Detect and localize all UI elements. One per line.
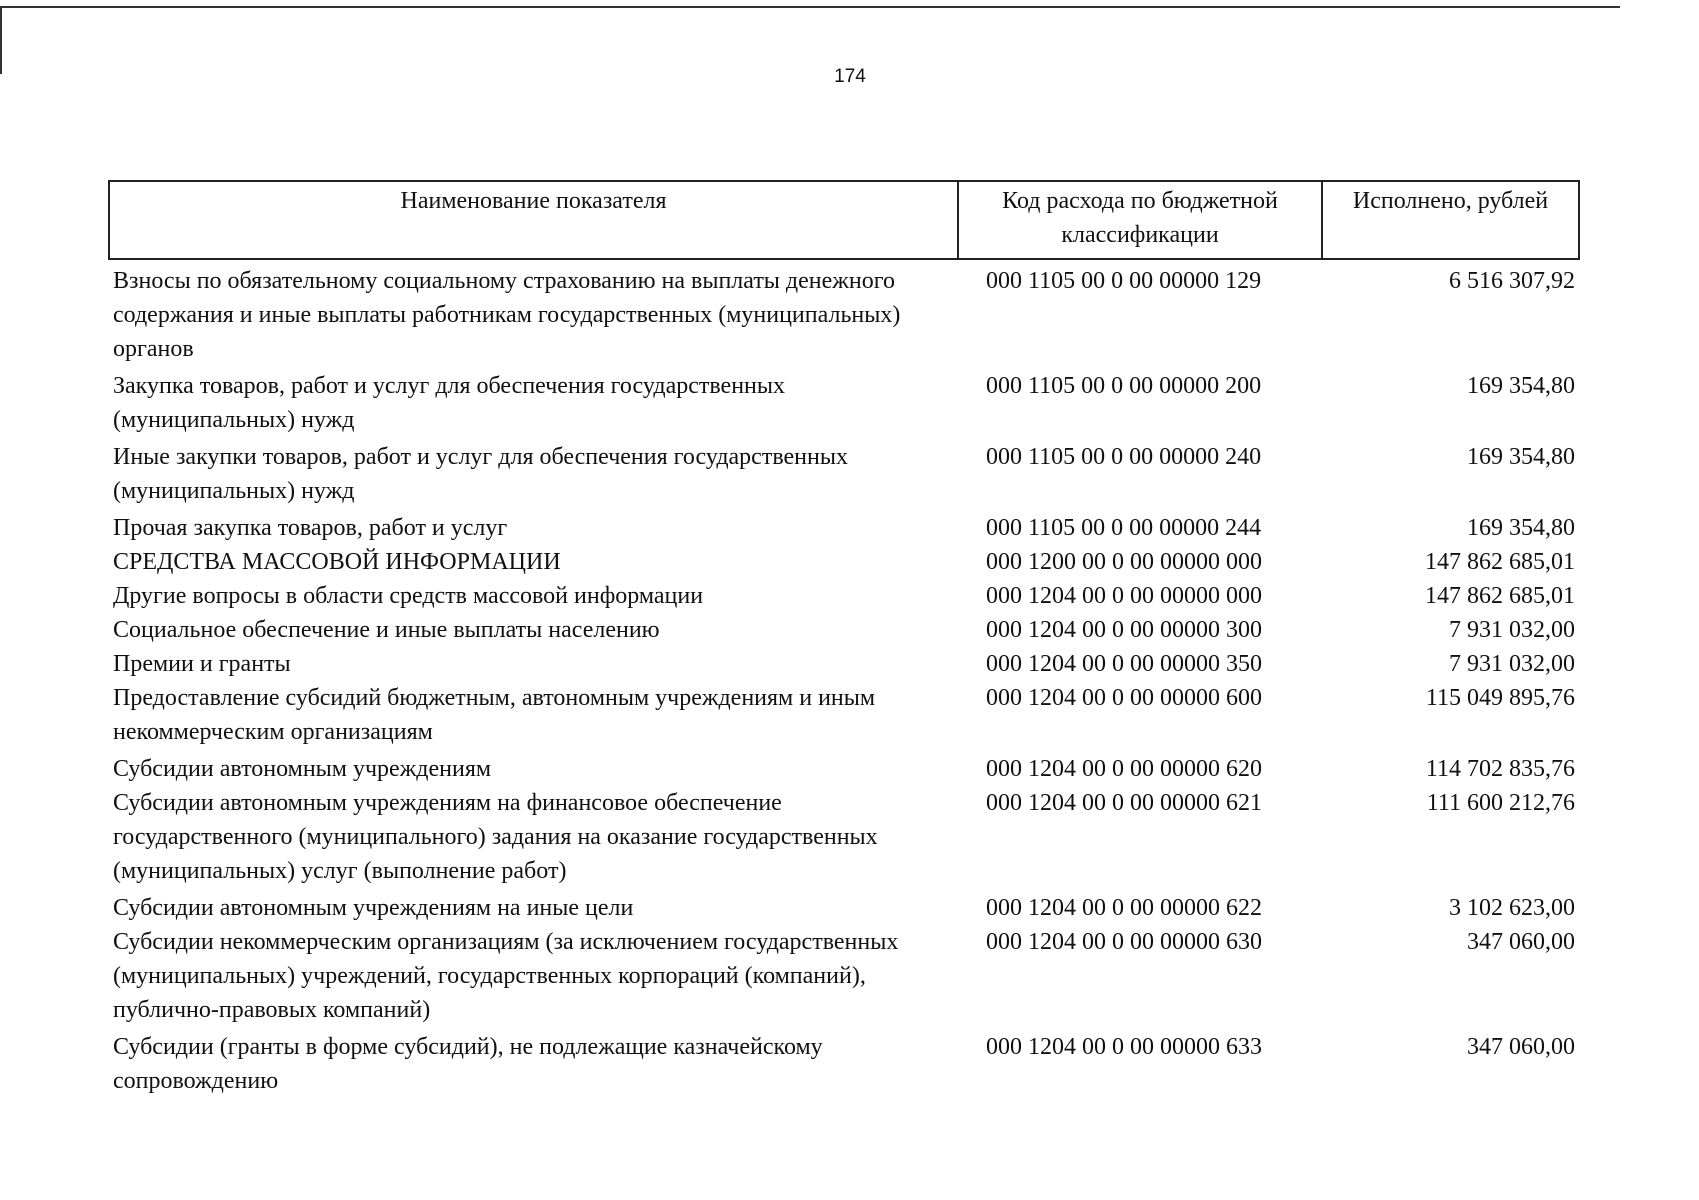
row-amount: 169 354,80 — [1467, 373, 1575, 399]
row-code: 000 1204 00 0 00 00000 633 — [986, 1034, 1262, 1060]
row-name: Субсидии некоммерческим организациям (за исключением государственных (муниципальных) учреждений, государственных корпораций (компаний), публично-правовых компаний) — [113, 929, 899, 1023]
table-row — [109, 579, 1579, 613]
row-amount: 7 931 032,00 — [1449, 651, 1575, 677]
row-name: Предоставление субсидий бюджетным, автономным учреждениям и иным некоммерческим организациям — [113, 685, 876, 745]
row-code: 000 1200 00 0 00 00000 000 — [986, 549, 1262, 575]
row-code: 000 1105 00 0 00 00000 200 — [986, 373, 1262, 399]
row-name: СРЕДСТВА МАССОВОЙ ИНФОРМАЦИИ — [113, 549, 561, 575]
row-amount: 3 102 623,00 — [1449, 895, 1575, 921]
row-code: 000 1204 00 0 00 00000 000 — [986, 583, 1262, 609]
table-body — [109, 259, 1579, 1098]
row-code: 000 1204 00 0 00 00000 622 — [986, 895, 1262, 921]
header-amount: Исполнено, рублей — [1322, 181, 1579, 259]
row-amount: 169 354,80 — [1467, 444, 1575, 470]
row-name: Социальное обеспечение и иные выплаты населению — [113, 617, 660, 643]
row-name: Субсидии автономным учреждениям — [113, 756, 492, 782]
row-amount: 169 354,80 — [1467, 515, 1575, 541]
row-code: 000 1204 00 0 00 00000 621 — [986, 790, 1262, 816]
row-name: Субсидии автономным учреждениям на финансовое обеспечение государственного (муниципального) задания на оказание государственных (муниципальных) услуг (выполнение работ) — [113, 790, 878, 884]
row-name: Субсидии автономным учреждениям на иные цели — [113, 895, 634, 921]
table-row — [109, 786, 1579, 891]
table-row — [109, 511, 1579, 545]
row-name: Субсидии (гранты в форме субсидий), не подлежащие казначейскому сопровождению — [113, 1034, 823, 1094]
row-code: 000 1204 00 0 00 00000 350 — [986, 651, 1262, 677]
table-row — [109, 891, 1579, 925]
table-row — [109, 647, 1579, 681]
table-row — [109, 925, 1579, 1030]
scan-border-top — [0, 6, 1620, 8]
row-code: 000 1105 00 0 00 00000 240 — [986, 444, 1262, 470]
row-amount: 347 060,00 — [1467, 1034, 1575, 1060]
row-amount: 114 702 835,76 — [1425, 756, 1575, 782]
row-code: 000 1204 00 0 00 00000 600 — [986, 685, 1262, 711]
page-number: 174 — [834, 66, 866, 87]
header-row — [109, 181, 1579, 259]
row-amount: 7 931 032,00 — [1449, 617, 1575, 643]
row-amount: 6 516 307,92 — [1449, 268, 1575, 294]
table-row — [109, 752, 1579, 786]
row-amount: 147 862 685,01 — [1425, 549, 1575, 575]
row-amount: 347 060,00 — [1467, 929, 1575, 955]
table-row — [109, 440, 1579, 511]
table-row — [109, 545, 1579, 579]
row-code: 000 1204 00 0 00 00000 300 — [986, 617, 1262, 643]
table-row — [109, 1030, 1579, 1098]
row-code: 000 1105 00 0 00 00000 244 — [986, 515, 1262, 541]
table-row — [109, 259, 1579, 369]
row-name: Иные закупки товаров, работ и услуг для обеспечения государственных (муниципальных) нужд — [113, 444, 848, 504]
row-name: Закупка товаров, работ и услуг для обеспечения государственных (муниципальных) нужд — [113, 373, 786, 433]
row-name: Другие вопросы в области средств массовой информации — [113, 583, 704, 609]
header-name: Наименование показателя — [109, 181, 958, 259]
row-code: 000 1204 00 0 00 00000 630 — [986, 929, 1262, 955]
budget-table — [108, 180, 1580, 1098]
row-name: Премии и гранты — [113, 651, 291, 677]
row-amount: 115 049 895,76 — [1425, 685, 1575, 711]
row-amount: 111 600 212,76 — [1426, 790, 1575, 816]
row-name: Взносы по обязательному социальному страхованию на выплаты денежного содержания и иные выплаты работникам государственных (муниципальных) органов — [113, 268, 901, 362]
budget-sheet — [108, 180, 1578, 1098]
row-code: 000 1105 00 0 00 00000 129 — [986, 268, 1262, 294]
row-name: Прочая закупка товаров, работ и услуг — [113, 515, 508, 541]
header-code: Код расхода по бюджетной классификации — [958, 181, 1322, 259]
row-code: 000 1204 00 0 00 00000 620 — [986, 756, 1262, 782]
table-row — [109, 369, 1579, 440]
scan-border-left — [0, 6, 2, 74]
row-amount: 147 862 685,01 — [1425, 583, 1575, 609]
table-row — [109, 681, 1579, 752]
table-header — [109, 181, 1579, 259]
table-row — [109, 613, 1579, 647]
